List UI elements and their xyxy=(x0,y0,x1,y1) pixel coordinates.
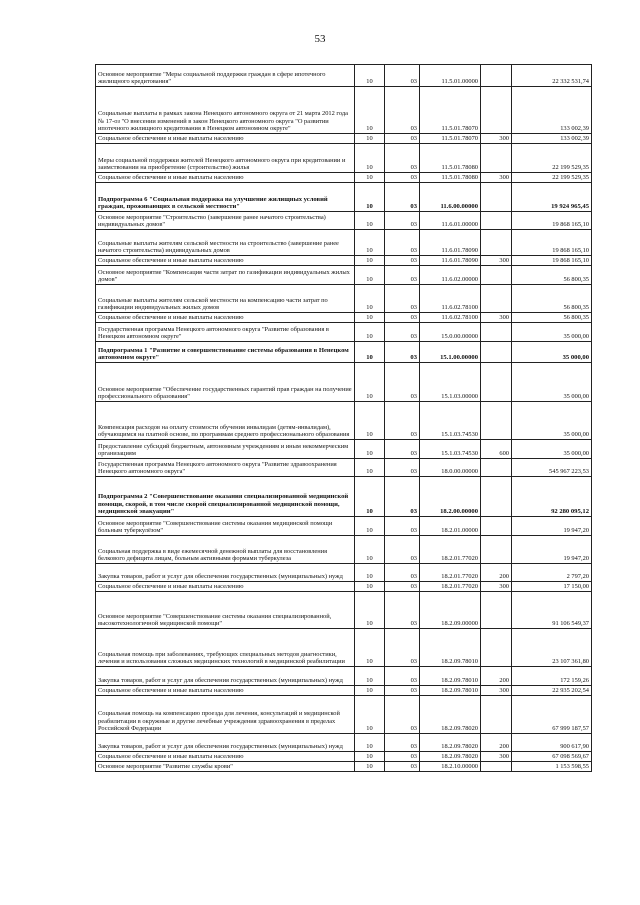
row-amount-cell: 23 107 361,80 xyxy=(512,629,592,667)
row-subsection-cell: 03 xyxy=(385,173,420,183)
row-name-cell: Основное мероприятие "Меры социальной поддержки граждан в сфере ипотечного жилищного кредитования" xyxy=(96,65,355,87)
row-expense-type-cell xyxy=(481,696,512,734)
table-row xyxy=(96,266,592,285)
row-section-cell: 10 xyxy=(355,564,385,582)
row-section-cell: 10 xyxy=(355,173,385,183)
row-expense-type-cell xyxy=(481,342,512,363)
row-expense-type-cell: 300 xyxy=(481,686,512,696)
row-name-cell: Компенсация расходов на оплату стоимости обучения инвалидам (детям-инвалидам), обучающимся на платной основе, по программам среднего профессионального образования xyxy=(96,402,355,440)
row-target-article-cell: 18.2.09.78010 xyxy=(420,667,481,686)
row-amount-cell: 1 153 598,55 xyxy=(512,762,592,772)
row-subsection-cell: 03 xyxy=(385,696,420,734)
table-row xyxy=(96,87,592,134)
row-expense-type-cell xyxy=(481,230,512,256)
row-expense-type-cell xyxy=(481,87,512,134)
table-row xyxy=(96,285,592,313)
row-expense-type-cell: 300 xyxy=(481,752,512,762)
row-target-article-cell: 11.6.02.00000 xyxy=(420,266,481,285)
row-amount-cell: 900 617,90 xyxy=(512,734,592,752)
row-subsection-cell: 03 xyxy=(385,402,420,440)
row-expense-type-cell xyxy=(481,629,512,667)
row-amount-cell: 19 868 165,10 xyxy=(512,230,592,256)
row-target-article-cell: 18.2.09.78020 xyxy=(420,752,481,762)
row-name-cell: Социальная поддержка в виде ежемесячной денежной выплаты для восстановления белкового дефицита лицам, больным активными формами туберкулеза xyxy=(96,536,355,564)
row-target-article-cell: 11.6.01.00000 xyxy=(420,212,481,230)
row-amount-cell: 19 924 965,45 xyxy=(512,183,592,212)
row-section-cell: 10 xyxy=(355,517,385,536)
row-section-cell: 10 xyxy=(355,536,385,564)
row-target-article-cell: 15.0.00.00000 xyxy=(420,323,481,342)
row-amount-cell: 67 098 569,67 xyxy=(512,752,592,762)
row-name-cell: Социальное обеспечение и иные выплаты населению xyxy=(96,256,355,266)
row-target-article-cell: 11.5.01.78080 xyxy=(420,173,481,183)
row-amount-cell: 56 800,35 xyxy=(512,285,592,313)
row-target-article-cell: 15.1.03.74530 xyxy=(420,402,481,440)
row-amount-cell: 17 150,00 xyxy=(512,582,592,592)
row-subsection-cell: 03 xyxy=(385,313,420,323)
row-target-article-cell: 18.2.09.00000 xyxy=(420,592,481,629)
row-expense-type-cell: 200 xyxy=(481,564,512,582)
row-name-cell: Социальное обеспечение и иные выплаты населению xyxy=(96,752,355,762)
row-target-article-cell: 15.1.03.00000 xyxy=(420,363,481,402)
row-name-cell: Социальные выплаты жителям сельской местности на строительство (завершение ранее начатого строительства) индивидуальных домов xyxy=(96,230,355,256)
row-expense-type-cell: 200 xyxy=(481,734,512,752)
row-expense-type-cell xyxy=(481,65,512,87)
row-subsection-cell: 03 xyxy=(385,667,420,686)
row-amount-cell: 56 800,35 xyxy=(512,266,592,285)
row-amount-cell: 35 000,00 xyxy=(512,323,592,342)
row-subsection-cell: 03 xyxy=(385,230,420,256)
row-subsection-cell: 03 xyxy=(385,266,420,285)
table-row xyxy=(96,256,592,266)
table-row xyxy=(96,686,592,696)
table-row xyxy=(96,183,592,212)
row-section-cell: 10 xyxy=(355,363,385,402)
row-section-cell: 10 xyxy=(355,686,385,696)
row-subsection-cell: 03 xyxy=(385,564,420,582)
row-target-article-cell: 11.6.02.78100 xyxy=(420,313,481,323)
row-section-cell: 10 xyxy=(355,629,385,667)
row-subsection-cell: 03 xyxy=(385,459,420,477)
row-target-article-cell: 18.2.00.00000 xyxy=(420,477,481,517)
row-target-article-cell: 15.1.00.00000 xyxy=(420,342,481,363)
row-amount-cell: 2 797,20 xyxy=(512,564,592,582)
row-target-article-cell: 15.1.03.74530 xyxy=(420,440,481,459)
row-amount-cell: 22 199 529,35 xyxy=(512,173,592,183)
row-amount-cell: 35 000,00 xyxy=(512,363,592,402)
table-row xyxy=(96,363,592,402)
table-row xyxy=(96,134,592,144)
row-name-cell: Меры социальной поддержки жителей Ненецкого автономного округа при кредитовании и заимствовании на приобретение (строительство) жилья xyxy=(96,144,355,173)
row-subsection-cell: 03 xyxy=(385,592,420,629)
row-subsection-cell: 03 xyxy=(385,582,420,592)
row-amount-cell: 19 868 165,10 xyxy=(512,256,592,266)
row-subsection-cell: 03 xyxy=(385,285,420,313)
row-amount-cell: 35 000,00 xyxy=(512,440,592,459)
table-row xyxy=(96,342,592,363)
row-subsection-cell: 03 xyxy=(385,87,420,134)
row-amount-cell: 19 868 165,10 xyxy=(512,212,592,230)
row-name-cell: Социальные выплаты жителям сельской местности на компенсацию части затрат по газификации индивидуальных жилых домов xyxy=(96,285,355,313)
row-target-article-cell: 18.0.00.00000 xyxy=(420,459,481,477)
table-row xyxy=(96,144,592,173)
row-expense-type-cell xyxy=(481,459,512,477)
row-section-cell: 10 xyxy=(355,762,385,772)
table-row xyxy=(96,752,592,762)
row-name-cell: Социальные выплаты в рамках закона Ненецкого автономного округа от 21 марта 2012 года № 17-оз "О внесении изменений в закон Ненецкого автономного округа "О развитии ипотечного жилищного кредитования в Ненецком автономном округе" xyxy=(96,87,355,134)
table-row xyxy=(96,582,592,592)
row-amount-cell: 22 935 202,54 xyxy=(512,686,592,696)
row-target-article-cell: 18.2.01.77020 xyxy=(420,582,481,592)
table-row xyxy=(96,402,592,440)
row-subsection-cell: 03 xyxy=(385,629,420,667)
row-section-cell: 10 xyxy=(355,285,385,313)
row-amount-cell: 172 159,26 xyxy=(512,667,592,686)
row-name-cell: Основное мероприятие "Обеспечение государственных гарантий прав граждан на получение профессионального образования" xyxy=(96,363,355,402)
row-target-article-cell: 18.2.01.00000 xyxy=(420,517,481,536)
table-row xyxy=(96,323,592,342)
row-name-cell: Социальная помощь при заболеваниях, требующих специальных методов диагностики, лечения и использования сложных медицинских технологий в медицинской реабилитации xyxy=(96,629,355,667)
row-target-article-cell: 18.2.09.78010 xyxy=(420,629,481,667)
row-name-cell: Подпрограмма 1 "Развитие и совершенствование системы образования в Ненецком автономном округе" xyxy=(96,342,355,363)
table-row xyxy=(96,459,592,477)
row-subsection-cell: 03 xyxy=(385,212,420,230)
row-amount-cell: 19 947,20 xyxy=(512,536,592,564)
table-row xyxy=(96,65,592,87)
row-name-cell: Социальное обеспечение и иные выплаты населению xyxy=(96,313,355,323)
row-name-cell: Закупка товаров, работ и услуг для обеспечения государственных (муниципальных) нужд xyxy=(96,564,355,582)
page-number: 53 xyxy=(314,33,326,45)
row-target-article-cell: 18.2.10.00000 xyxy=(420,762,481,772)
row-section-cell: 10 xyxy=(355,134,385,144)
row-section-cell: 10 xyxy=(355,734,385,752)
table-row xyxy=(96,230,592,256)
row-expense-type-cell: 300 xyxy=(481,173,512,183)
row-expense-type-cell xyxy=(481,266,512,285)
row-name-cell: Основное мероприятие "Совершенствование системы оказания специализированной, высокотехнологичной медицинской помощи" xyxy=(96,592,355,629)
row-expense-type-cell xyxy=(481,212,512,230)
row-target-article-cell: 11.5.01.78070 xyxy=(420,87,481,134)
row-expense-type-cell xyxy=(481,183,512,212)
row-subsection-cell: 03 xyxy=(385,517,420,536)
table-row xyxy=(96,696,592,734)
table-row xyxy=(96,734,592,752)
table-row xyxy=(96,667,592,686)
row-target-article-cell: 11.6.01.78090 xyxy=(420,256,481,266)
table-row xyxy=(96,762,592,772)
row-subsection-cell: 03 xyxy=(385,342,420,363)
row-section-cell: 10 xyxy=(355,313,385,323)
table-row xyxy=(96,564,592,582)
row-name-cell: Закупка товаров, работ и услуг для обеспечения государственных (муниципальных) нужд xyxy=(96,667,355,686)
row-section-cell: 10 xyxy=(355,440,385,459)
row-section-cell: 10 xyxy=(355,256,385,266)
table-row xyxy=(96,517,592,536)
row-target-article-cell: 11.5.01.78080 xyxy=(420,144,481,173)
row-section-cell: 10 xyxy=(355,183,385,212)
row-expense-type-cell xyxy=(481,402,512,440)
row-expense-type-cell xyxy=(481,323,512,342)
row-name-cell: Основное мероприятие "Компенсация части затрат по газификации индивидуальных жилых домов" xyxy=(96,266,355,285)
row-name-cell: Предоставление субсидий бюджетным, автономным учреждениям и иным некоммерческим организациям xyxy=(96,440,355,459)
table-row xyxy=(96,629,592,667)
row-name-cell: Закупка товаров, работ и услуг для обеспечения государственных (муниципальных) нужд xyxy=(96,734,355,752)
row-expense-type-cell: 300 xyxy=(481,582,512,592)
row-name-cell: Государственная программа Ненецкого автономного округа "Развитие образования в Ненецком автономном округе" xyxy=(96,323,355,342)
row-expense-type-cell: 600 xyxy=(481,440,512,459)
table-row xyxy=(96,536,592,564)
row-target-article-cell: 18.2.09.78020 xyxy=(420,734,481,752)
row-section-cell: 10 xyxy=(355,230,385,256)
row-section-cell: 10 xyxy=(355,696,385,734)
row-amount-cell: 35 000,00 xyxy=(512,402,592,440)
row-section-cell: 10 xyxy=(355,667,385,686)
row-name-cell: Социальное обеспечение и иные выплаты населению xyxy=(96,582,355,592)
row-subsection-cell: 03 xyxy=(385,752,420,762)
row-amount-cell: 545 967 223,53 xyxy=(512,459,592,477)
row-section-cell: 10 xyxy=(355,323,385,342)
table-row xyxy=(96,173,592,183)
row-name-cell: Подпрограмма 2 "Совершенствование оказания специализированной медицинской помощи, скорой, в том числе скорой специализированной медицинской помощи, медицинской эвакуации" xyxy=(96,477,355,517)
budget-table xyxy=(95,64,592,772)
row-expense-type-cell xyxy=(481,285,512,313)
row-section-cell: 10 xyxy=(355,212,385,230)
table-row xyxy=(96,212,592,230)
row-amount-cell: 22 199 529,35 xyxy=(512,144,592,173)
row-target-article-cell: 11.6.01.78090 xyxy=(420,230,481,256)
table-row xyxy=(96,313,592,323)
row-name-cell: Основное мероприятие "Строительство (завершение ранее начатого строительства) индивидуальных домов" xyxy=(96,212,355,230)
row-expense-type-cell xyxy=(481,477,512,517)
row-subsection-cell: 03 xyxy=(385,256,420,266)
row-section-cell: 10 xyxy=(355,752,385,762)
row-amount-cell: 56 800,35 xyxy=(512,313,592,323)
row-expense-type-cell xyxy=(481,363,512,402)
row-amount-cell: 91 106 549,37 xyxy=(512,592,592,629)
row-target-article-cell: 11.6.02.78100 xyxy=(420,285,481,313)
row-target-article-cell: 18.2.09.78010 xyxy=(420,686,481,696)
row-amount-cell: 67 999 187,57 xyxy=(512,696,592,734)
row-target-article-cell: 11.5.01.78070 xyxy=(420,134,481,144)
row-section-cell: 10 xyxy=(355,592,385,629)
row-section-cell: 10 xyxy=(355,87,385,134)
row-name-cell: Основное мероприятие "Совершенствование системы оказания медицинской помощи больным туберкулёзом" xyxy=(96,517,355,536)
row-name-cell: Государственная программа Ненецкого автономного округа "Развитие здравоохранения Ненецкого автономного округа" xyxy=(96,459,355,477)
row-target-article-cell: 11.5.01.00000 xyxy=(420,65,481,87)
row-name-cell: Подпрограмма 6 "Социальная поддержка на улучшение жилищных условий граждан, проживающих в сельской местности" xyxy=(96,183,355,212)
row-target-article-cell: 18.2.09.78020 xyxy=(420,696,481,734)
row-section-cell: 10 xyxy=(355,459,385,477)
row-subsection-cell: 03 xyxy=(385,536,420,564)
row-name-cell: Социальное обеспечение и иные выплаты населению xyxy=(96,686,355,696)
row-name-cell: Социальное обеспечение и иные выплаты населению xyxy=(96,134,355,144)
row-section-cell: 10 xyxy=(355,582,385,592)
table-row xyxy=(96,592,592,629)
row-name-cell: Основное мероприятие "Развитие службы крови" xyxy=(96,762,355,772)
row-target-article-cell: 18.2.01.77020 xyxy=(420,564,481,582)
row-expense-type-cell xyxy=(481,144,512,173)
row-section-cell: 10 xyxy=(355,65,385,87)
row-subsection-cell: 03 xyxy=(385,363,420,402)
row-expense-type-cell xyxy=(481,592,512,629)
row-name-cell: Социальная помощь на компенсацию проезда для лечения, консультаций и медицинской реабилитации в окружные и другие лечебные учреждения здравоохранения в пределах Российской Федерации xyxy=(96,696,355,734)
row-expense-type-cell xyxy=(481,536,512,564)
row-expense-type-cell: 200 xyxy=(481,667,512,686)
row-expense-type-cell: 300 xyxy=(481,256,512,266)
row-expense-type-cell: 300 xyxy=(481,134,512,144)
row-target-article-cell: 18.2.01.77020 xyxy=(420,536,481,564)
row-subsection-cell: 03 xyxy=(385,762,420,772)
row-subsection-cell: 03 xyxy=(385,323,420,342)
row-subsection-cell: 03 xyxy=(385,183,420,212)
table-row xyxy=(96,477,592,517)
row-expense-type-cell: 300 xyxy=(481,313,512,323)
row-target-article-cell: 11.6.00.00000 xyxy=(420,183,481,212)
row-section-cell: 10 xyxy=(355,477,385,517)
row-subsection-cell: 03 xyxy=(385,144,420,173)
row-expense-type-cell xyxy=(481,517,512,536)
row-name-cell: Социальное обеспечение и иные выплаты населению xyxy=(96,173,355,183)
row-section-cell: 10 xyxy=(355,144,385,173)
row-subsection-cell: 03 xyxy=(385,477,420,517)
row-subsection-cell: 03 xyxy=(385,134,420,144)
row-amount-cell: 133 002,39 xyxy=(512,134,592,144)
row-subsection-cell: 03 xyxy=(385,686,420,696)
row-subsection-cell: 03 xyxy=(385,440,420,459)
row-section-cell: 10 xyxy=(355,402,385,440)
table-row xyxy=(96,440,592,459)
row-subsection-cell: 03 xyxy=(385,734,420,752)
row-amount-cell: 133 002,39 xyxy=(512,87,592,134)
row-expense-type-cell xyxy=(481,762,512,772)
row-subsection-cell: 03 xyxy=(385,65,420,87)
row-amount-cell: 22 332 531,74 xyxy=(512,65,592,87)
row-amount-cell: 35 000,00 xyxy=(512,342,592,363)
row-amount-cell: 92 280 095,12 xyxy=(512,477,592,517)
row-section-cell: 10 xyxy=(355,266,385,285)
row-section-cell: 10 xyxy=(355,342,385,363)
row-amount-cell: 19 947,20 xyxy=(512,517,592,536)
